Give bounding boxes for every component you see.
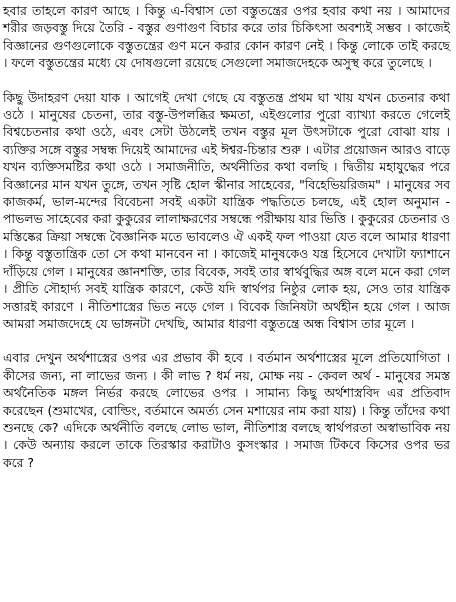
paragraph-2: কিছু উদাহরণ দেয়া যাক । আগেই দেখা গেছে যে বস্তুতন্ত্র প্রথম ঘা খায় যখন চেতনার কথা ওঠে । মানুষের চেতনা, তার বস্তু-উপলব্ধির ক্ষমতা, এইগুলোর পুরো ব্যাখ্যা করতে গেলেই বিশ্বচেতনার কথা ওঠে, এবং সেটা উঠলেই তখন বস্তুর মূল উৎসটাকে পুরো বোঝা যায় । ব্যক্তির সঙ্গে বস্তুর সম্বন্ধ দিয়েই আমাদের এই ঈশ্বর-চিন্তার শুরু । এটার প্রয়োজন আরও বাড়ে যখন ব্যক্তিসমষ্টির কথা ওঠে । সমাজনীতি, অর্থনীতির কথা বলছি । দ্বিতীয় মহাযুদ্ধের পরে বিজ্ঞানের মান যখন তুঙ্গে, তখন সৃষ্টি হোল স্কীনার সাহেবের, "বিহেভিয়রিজম" । মানুষের সব কাজকর্ম, ভাল-মন্দের বিবেচনা সবই একটা যান্ত্রিক পদ্ধতিতে চলছে, এই হোল অনুমান - পাভলভ সাহেবের করা কুকুরের লালাক্ষরণের সম্বন্ধে পরীক্ষায় যার ভিত্তি । কুকুরের চেতনার ও মস্তিষ্কের ক্রিয়া সম্বন্ধে বৈজ্ঞানিক মতে ভাবলেও ঐ একই ফল পাওয়া যেত বলে আমার ধারণা । কিন্তু বস্তুতান্ত্রিক তো সে কথা মানবেন না । কাজেই মানুষকেও যন্ত্র হিসেবে দেখাটা ফ্যাশানে দাঁড়িয়ে গেল । মানুষের জ্ঞানশক্তি, তার বিবেক, সবই তার স্বার্থবুদ্ধির অঙ্গ বলে মনে করা গেল । প্রীতি সৌহার্দ্য সবই যান্ত্রিক কারণে, কেউ যদি স্বার্থপর নিষ্ঠুর লোক হয়, সেও তার যান্ত্রিক সত্তারই কারণে । নীতিশাস্ত্রের ভিত নড়ে গেল । বিবেক জিনিষটা অর্থহীন হয়ে গেল । আজ আমরা সমাজদেহে যে ভাঙ্গনটা দেখছি, আমার ধারণা বস্তুতন্ত্রে অন্ধ বিশ্বাস তার মূলে । — [3, 89, 450, 331]
paragraph-3: এবার দেখুন অর্থশাস্ত্রের ওপর এর প্রভাব কী হবে । বর্তমান অর্থশাস্ত্রের মূলে প্রতিযোগিতা । কীসের জন্য, না লাভের জন্য । কী লাভ ? ধর্ম নয়, মোক্ষ নয় - কেবল অর্থ - মানুষের সমস্ত অর্থনৈতিক মঙ্গল নির্ভর করছে লোভের ওপর । সামান্য কিছু অর্থশাস্ত্রবিদ এর প্রতিবাদ করেছেন (শুমাখের, বোল্ডিং, বর্তমানে অমর্ত্য সেন মশায়ের নাম করা যায়) । কিন্তু তাঁদের কথা শুনছে কে? এদিকে অর্থনীতি বলছে লোভ ভাল, নীতিশাস্ত্র বলছে স্বার্থপরতা অস্বাভাবিক নয় । কেউ অন্যায় করলে তাকে তিরস্কার করাটাও কুসংস্কার । সমাজ টিকবে কিসের ওপর ভর করে ? — [3, 350, 450, 470]
paragraph-1: হবার তাহলে কারণ আছে । কিন্তু এ-বিশ্বাস তো বস্তুতন্ত্রের ওপর হবার কথা নয় । আমাদের শরীর জড়বস্তু দিয়ে তৈরি - বস্তুর গুণাগুণ বিচার করে তার চিকিৎসা অবশ্যই সম্ভব । কাজেই বিজ্ঞানের গুণগুলোকে বস্তুতন্ত্রের গুণ মনে করার কোন কারণ নেই । কিন্তু লোকে তাই করছে । ফলে বস্তুতন্ত্রের মধ্যে যে দোষগুলো রয়েছে সেগুলো সমাজদেহকে অসুস্থ করে তুলেছে । — [3, 3, 450, 71]
